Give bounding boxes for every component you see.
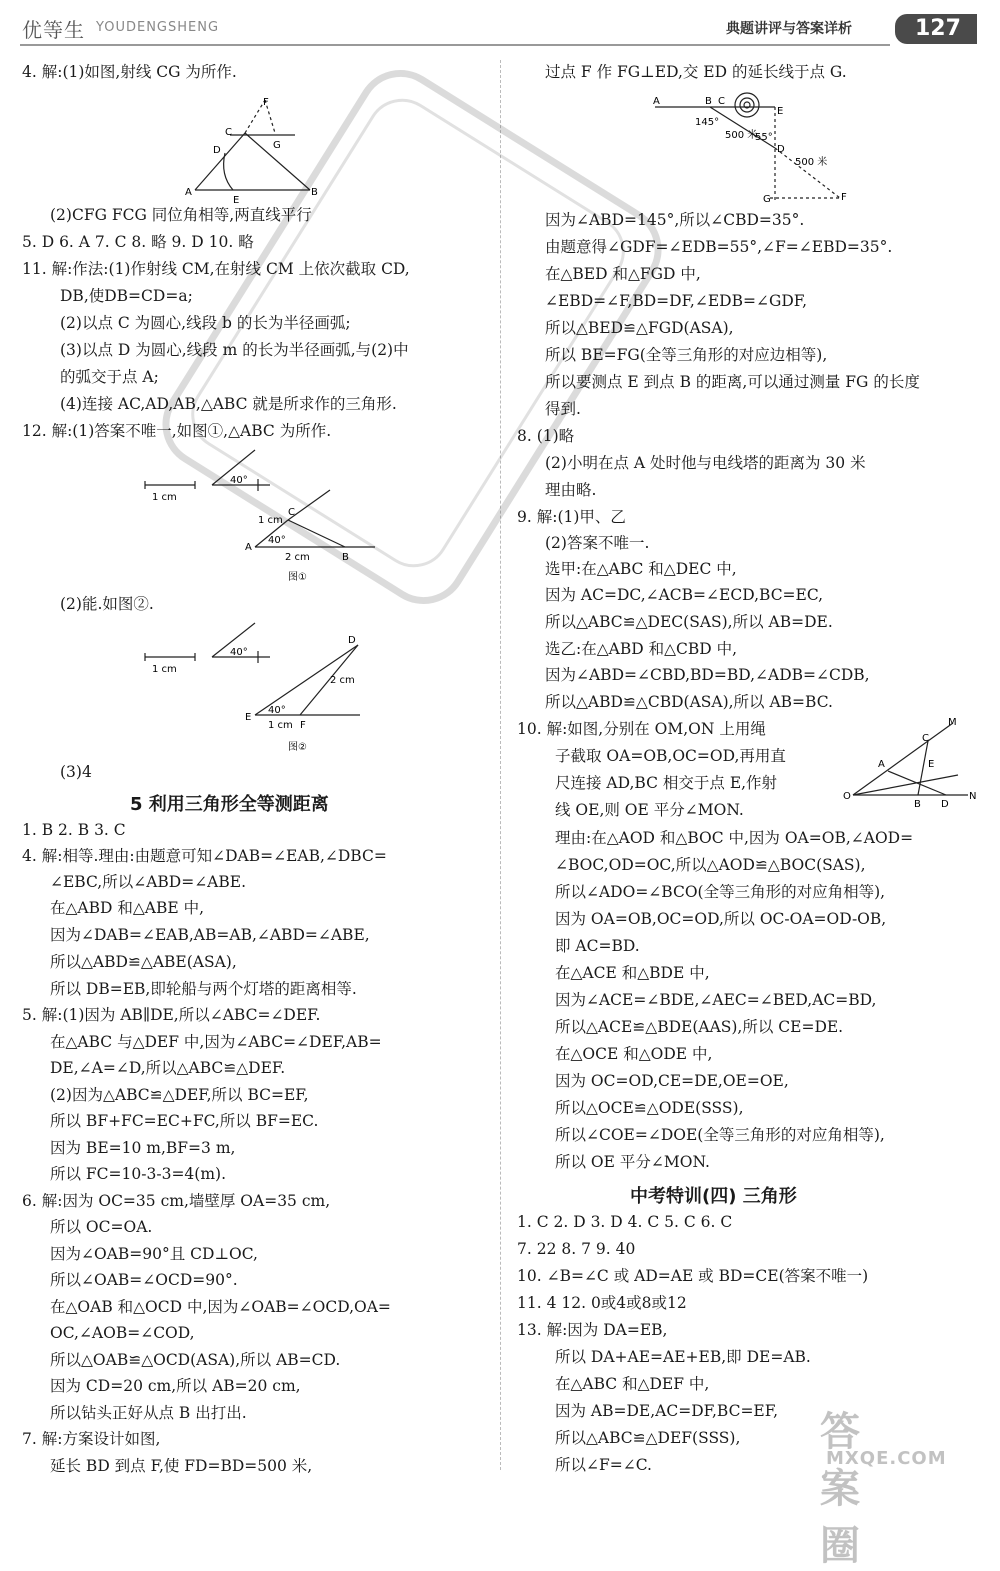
answer-line: OC,∠AOB=∠COD, [50, 1324, 195, 1342]
answer-line: 在△ABD 和△ABE 中, [50, 899, 205, 917]
fig-label: 1 cm [258, 515, 283, 526]
answer-line: 尺连接 AD,BC 相交于点 E,作射 [555, 774, 778, 792]
fig-label: 40° [268, 535, 286, 546]
answer-line: 所以∠F=∠C. [555, 1456, 652, 1474]
answer-line: 所以∠COE=∠DOE(全等三角形的对应角相等), [555, 1126, 885, 1144]
fig-label: 145° [695, 117, 720, 128]
answer-line: 因为∠ACE=∠BDE,∠AEC=∠BED,AC=BD, [555, 991, 877, 1009]
answer-line: 得到. [545, 400, 581, 418]
watermark-text: 答案圈 [820, 1409, 860, 1569]
fig-label: 图① [288, 572, 307, 583]
fig-label: A [653, 96, 660, 107]
answer-line: 在△BED 和△FGD 中, [545, 265, 701, 283]
header-rule [20, 44, 890, 46]
answer-line: (2)答案不唯一. [545, 534, 650, 552]
answer-line: 在△ABC 与△DEF 中,因为∠ABC=∠DEF,AB= [50, 1033, 382, 1051]
answer-line: 理由:在△AOD 和△BOC 中,因为 OA=OB,∠AOD= [555, 829, 914, 847]
answer-line: (4)连接 AC,AD,AB,△ABC 就是所求作的三角形. [60, 395, 397, 413]
fig-label: D [777, 144, 785, 155]
answer-line: 5. D 6. A 7. C 8. 略 9. D 10. 略 [22, 233, 254, 251]
fig-label: F [300, 720, 306, 731]
answer-line: 因为∠ABD=145°,所以∠CBD=35°. [545, 211, 805, 229]
answer-line: 11. 解:作法:(1)作射线 CM,在射线 CM 上依次截取 CD, [22, 260, 410, 278]
fig-label: D [348, 635, 356, 646]
answer-line: 所以 BE=FG(全等三角形的对应边相等), [545, 346, 828, 364]
answer-line: 因为 AC=DC,∠ACB=∠ECD,BC=EC, [545, 586, 824, 604]
answer-line: 延长 BD 到点 F,使 FD=BD=500 米, [50, 1457, 313, 1475]
answer-line: (3)4 [60, 763, 92, 781]
answer-line: 在△OAB 和△OCD 中,因为∠OAB=∠OCD,OA= [50, 1298, 391, 1316]
answer-line: ∠EBD=∠F,BD=DF,∠EDB=∠GDF, [545, 292, 808, 310]
answer-line: 选乙:在△ABD 和△CBD 中, [545, 640, 738, 658]
fig-label: 2 cm [285, 552, 310, 563]
answer-line: 9. 解:(1)甲、乙 [517, 508, 626, 526]
answer-line: 8. (1)略 [517, 427, 575, 445]
answer-line: 在△OCE 和△ODE 中, [555, 1045, 713, 1063]
answer-line: (2)CFG FCG 同位角相等,两直线平行 [50, 206, 312, 224]
answer-line: 所以 DA+AE=AE+EB,即 DE=AB. [555, 1348, 811, 1366]
fig-label: M [948, 717, 957, 728]
fig-label: N [969, 791, 977, 802]
answer-line: 因为 CD=20 cm,所以 AB=20 cm, [50, 1377, 301, 1395]
answer-line: 所以 OE 平分∠MON. [555, 1153, 710, 1171]
fig-label: 1 cm [152, 492, 177, 503]
brand-subtitle: YOUDENGSHENG [96, 20, 220, 35]
answer-line: 因为 OA=OB,OC=OD,所以 OC-OA=OD-OB, [555, 910, 887, 928]
answer-line: ∠EBC,所以∠ABD=∠ABE. [50, 873, 247, 891]
answer-line: 的弧交于点 A; [60, 368, 159, 386]
section-title: 中考特训(四) 三角形 [630, 1186, 797, 1207]
fig-label: C [225, 127, 232, 138]
answer-line: 4. 解:相等.理由:由题意可知∠DAB=∠EAB,∠DBC= [22, 847, 387, 865]
answer-line: 在△ABC 和△DEF 中, [555, 1375, 710, 1393]
answer-line: 7. 解:方案设计如图, [22, 1430, 161, 1448]
fig-label: B [311, 187, 318, 198]
answer-line: 理由略. [545, 481, 597, 499]
page-header [0, 0, 1000, 50]
fig-label: 2 cm [330, 675, 355, 686]
answer-line: 所以钻头正好从点 B 出打出. [50, 1404, 247, 1422]
brand-name: 优等生 [22, 18, 85, 42]
answer-line: 所以△ABD≌△CBD(ASA),所以 AB=BC. [545, 693, 833, 711]
answer-line: 选甲:在△ABC 和△DEC 中, [545, 560, 737, 578]
answer-line: 所以△OCE≌△ODE(SSS), [555, 1099, 744, 1117]
figure-q4 [185, 95, 335, 215]
answer-line: 因为∠ABD=∠CBD,BD=BD,∠ADB=∠CDB, [545, 666, 870, 684]
answer-line: 所以 FC=10-3-3=4(m). [50, 1165, 227, 1183]
answer-line: 所以 DB=EB,即轮船与两个灯塔的距离相等. [50, 980, 357, 998]
answer-line: 1. B 2. B 3. C [22, 821, 126, 839]
fig-label: B [342, 552, 349, 563]
fig-label: A [245, 542, 252, 553]
answer-line: 因为∠DAB=∠EAB,AB=AB,∠ABD=∠ABE, [50, 926, 370, 944]
answer-line: (3)以点 D 为圆心,线段 m 的长为半径画弧,与(2)中 [60, 341, 409, 359]
answer-line: 所以 BF+FC=EC+FC,所以 BF=EC. [50, 1112, 319, 1130]
answer-line: 过点 F 作 FG⊥ED,交 ED 的延长线于点 G. [545, 63, 847, 81]
answer-line: 所以∠ADO=∠BCO(全等三角形的对应角相等), [555, 883, 886, 901]
fig-label: A [185, 187, 192, 198]
watermark-url: MXQE.COM [826, 1448, 947, 1469]
fig-label: 500 米 [725, 130, 758, 141]
answer-line: 因为 OC=OD,CE=DE,OE=OE, [555, 1072, 789, 1090]
answer-line: 子截取 OA=OB,OC=OD,再用直 [555, 747, 786, 765]
figure-q10 [843, 715, 978, 810]
fig-label: 1 cm [268, 720, 293, 731]
fig-label: E [245, 712, 252, 723]
fig-label: C [718, 96, 725, 107]
header-title: 典题讲评与答案详析 [726, 21, 852, 37]
fig-label: 500 米 [795, 157, 828, 168]
figure-q7 [655, 90, 855, 205]
fig-label: 40° [230, 647, 248, 658]
answer-line: 4. 解:(1)如图,射线 CG 为所作. [22, 63, 237, 81]
answer-line: 所以 OC=OA. [50, 1218, 153, 1236]
answer-line: 7. 22 8. 7 9. 40 [517, 1240, 636, 1258]
answer-line: 线 OE,则 OE 平分∠MON. [555, 801, 744, 819]
fig-label: F [841, 192, 847, 203]
answer-line: DB,使DB=CD=a; [60, 287, 193, 305]
answer-line: (2)因为△ABC≌△DEF,所以 BC=EF, [50, 1086, 309, 1104]
figure-12-2 [140, 615, 380, 760]
fig-label: D [213, 145, 221, 156]
answer-line: 所以要测点 E 到点 B 的距离,可以通过测量 FG 的长度 [545, 373, 920, 391]
fig-label: E [928, 759, 935, 770]
fig-label: C [922, 733, 929, 744]
answer-line: 6. 解:因为 OC=35 cm,墙壁厚 OA=35 cm, [22, 1192, 331, 1210]
fig-label: F [263, 97, 269, 108]
fig-label: 1 cm [152, 664, 177, 675]
answer-line: 所以△ABC≌△DEF(SSS), [555, 1429, 741, 1447]
page-number: 127 [915, 16, 961, 41]
fig-label: 40° [230, 475, 248, 486]
answer-line: 13. 解:因为 DA=EB, [517, 1321, 668, 1339]
answer-line: 11. 4 12. 0或4或8或12 [517, 1294, 687, 1312]
answer-line: 所以△BED≌△FGD(ASA), [545, 319, 734, 337]
answer-line: 10. 解:如图,分别在 OM,ON 上用绳 [517, 720, 766, 738]
answer-line: 所以△ACE≌△BDE(AAS),所以 CE=DE. [555, 1018, 844, 1036]
section-title: 5 利用三角形全等测距离 [130, 794, 329, 815]
answer-line: 由题意得∠GDF=∠EDB=55°,∠F=∠EBD=35°. [545, 238, 893, 256]
answer-line: 所以∠OAB=∠OCD=90°. [50, 1271, 238, 1289]
fig-label: B [914, 799, 921, 810]
answer-line: 1. C 2. D 3. D 4. C 5. C 6. C [517, 1213, 733, 1231]
answer-line: 5. 解:(1)因为 AB∥DE,所以∠ABC=∠DEF. [22, 1006, 321, 1024]
answer-line: ∠BOC,OD=OC,所以△AOD≌△BOC(SAS), [555, 856, 866, 874]
answer-line: 所以△OAB≌△OCD(ASA),所以 AB=CD. [50, 1351, 341, 1369]
fig-label: B [705, 96, 712, 107]
answer-line: 因为 BE=10 m,BF=3 m, [50, 1139, 236, 1157]
answer-line: (2)以点 C 为圆心,线段 b 的长为半径画弧; [60, 314, 351, 332]
answer-line: 即 AC=BD. [555, 937, 640, 955]
figure-12-1 [140, 445, 380, 590]
answer-line: (2)能.如图②. [60, 595, 154, 613]
answer-line: 因为 AB=DE,AC=DF,BC=EF, [555, 1402, 779, 1420]
answer-line: 12. 解:(1)答案不唯一,如图①,△ABC 为所作. [22, 422, 332, 440]
fig-label: 40° [268, 705, 286, 716]
fig-label: G [273, 140, 281, 151]
answer-line: 10. ∠B=∠C 或 AD=AE 或 BD=CE(答案不唯一) [517, 1267, 869, 1285]
fig-label: 图② [288, 742, 307, 753]
fig-label: E [233, 195, 240, 206]
answer-line: DE,∠A=∠D,所以△ABC≌△DEF. [50, 1059, 286, 1077]
answer-line: 在△ACE 和△BDE 中, [555, 964, 710, 982]
fig-label: A [878, 759, 885, 770]
fig-label: E [777, 106, 784, 117]
answer-line: 所以△ABC≌△DEC(SAS),所以 AB=DE. [545, 613, 833, 631]
answer-line: 因为∠OAB=90°且 CD⊥OC, [50, 1245, 258, 1263]
fig-label: C [288, 507, 295, 518]
answer-line: 所以△ABD≌△ABE(ASA), [50, 953, 237, 971]
fig-label: 55° [755, 132, 773, 143]
fig-label: O [843, 791, 851, 802]
fig-label: D [941, 799, 949, 810]
fig-label: G [763, 194, 771, 205]
answer-line: (2)小明在点 A 处时他与电线塔的距离为 30 米 [545, 454, 866, 472]
